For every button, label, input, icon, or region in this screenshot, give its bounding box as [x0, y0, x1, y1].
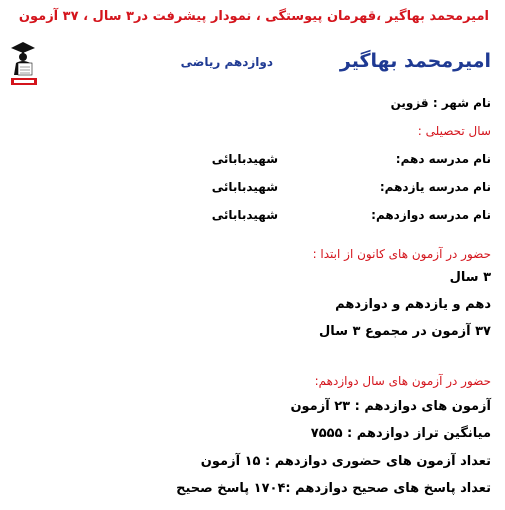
school-11-value: شهیدبابائی [211, 180, 278, 194]
kanoon-title: حضور در آزمون های کانون از ابتدا : [312, 247, 491, 261]
grade12-average: میانگین تراز دوازدهم : ۷۵۵۵ [310, 426, 491, 441]
headline: امیرمحمد بهاگیر ،قهرمان پیوستگی ، نمودار پیشرفت در۳ سال ، ۳۷ آزمون [18, 9, 489, 24]
grade12-correct-answers: تعداد پاسخ های صحیح دوازدهم :۱۷۰۴ پاسخ صحیح [176, 481, 491, 496]
school-10-value: شهیدبابائی [211, 152, 278, 166]
school-10-label: نام مدرسه دهم: [395, 152, 491, 166]
grade12-in-person: تعداد آزمون های حضوری دوازدهم : ۱۵ آزمون [200, 454, 491, 469]
kanoon-years: ۳ سال [449, 270, 491, 285]
school-12-label: نام مدرسه دوازدهم: [371, 208, 491, 222]
school-11-label: نام مدرسه یازدهم: [379, 180, 491, 194]
city-label: نام شهر : قزوین [390, 96, 491, 110]
kanoon-grades: دهم و یازدهم و دوازدهم [335, 297, 491, 312]
student-name: امیرمحمد بهاگیر [339, 50, 491, 72]
school-12-value: شهیدبابائی [211, 208, 278, 222]
grade12-title: حضور در آزمون های سال دوازدهم: [314, 374, 491, 388]
graduate-logo-icon [8, 40, 40, 86]
grade12-exams: آزمون های دوازدهم : ۲۳ آزمون [290, 399, 491, 414]
student-grade: دوازدهم ریاضی [180, 55, 273, 69]
kanoon-total-exams: ۳۷ آزمون در مجموع ۳ سال [319, 324, 491, 339]
school-years-title: سال تحصیلی : [417, 124, 491, 138]
